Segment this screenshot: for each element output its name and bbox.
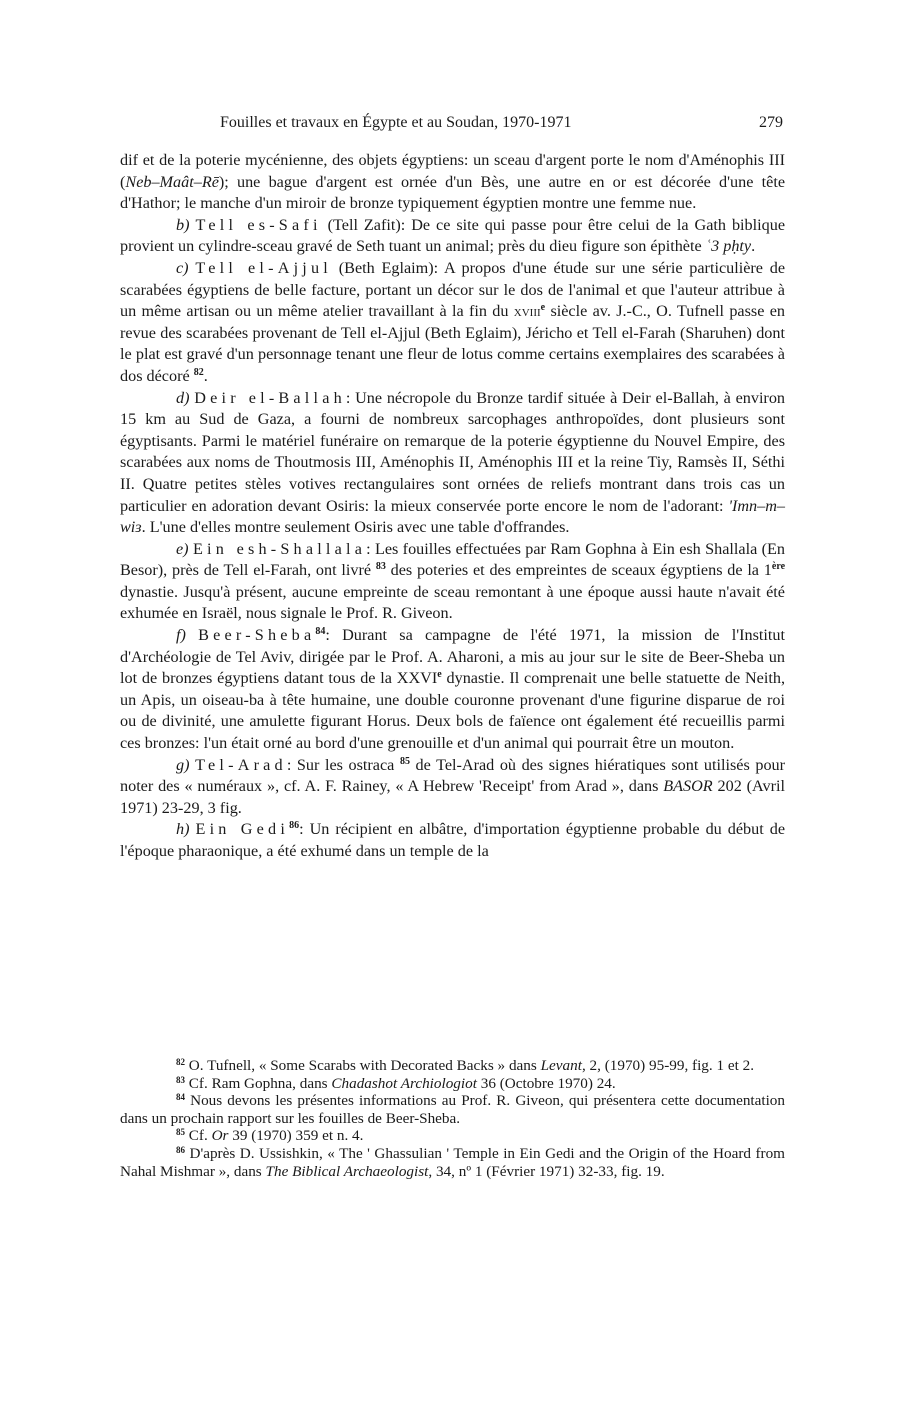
footnote-ref[interactable]: 83: [375, 561, 386, 573]
footnote-83: [120, 1075, 785, 1093]
text-run: dif et de la poterie mycénienne, des objets égyptiens: un sceau d'argent porte le nom d'Aménophis III (: [120, 151, 785, 191]
superscript: e: [540, 302, 546, 314]
site-name: Tell el-Ajjul: [195, 258, 332, 277]
site-name: Tel-Arad: [195, 755, 287, 774]
text-run: (Tell Zafit): De ce site qui passe pour être celui de la Gath biblique provient un cylindre-sceau gravé de Seth tuant un animal; près du dieu figure son épithète: [120, 215, 786, 256]
footnote-86: [120, 1145, 785, 1180]
text-run: , 34, nº 1 (Février 1971) 32-33, fig. 19.: [428, 1162, 665, 1180]
text-run: : Une nécropole du Bronze tardif située à Deir el-Ballah, à environ 15 km au Sud de Gaza, a fourni de nombreux sarcophages anthropoïdes, dont plusieurs sont égyptisants. Parmi le matériel funéraire on remarque de la poterie égyptienne du Nouvel Empire, des scarabées aux noms de Thoutmosis III, Aménophis II, Aménophis III et la reine Tiy, Ramsès II, Séthi II. Quatre petites stèles votives rectangulaires sont ornées de reliefs montrant dans trois cas un particulier en adoration devant Osiris: la mieux conservée porte encore le nom de l'adorant:: [120, 388, 786, 515]
paragraph-h: [120, 819, 785, 862]
footnote-85: [120, 1127, 785, 1145]
text-run: D'après D. Ussishkin, « The ' Ghassulian ' Temple in Ein Gedi and the Origin of the Hoard from Nahal Mishmar », dans: [120, 1144, 785, 1180]
paragraph-b: [120, 215, 785, 258]
text-run: Cf. Ram Gophna, dans: [185, 1074, 332, 1092]
text-run: dynastie. Il comprenait une belle statuette de Neith, un Apis, un oiseau-ba à tête humaine, une double couronne provenant d'une figurine disparue de roi ou de divinité, une amulette figurant Horus. Deux bols de faïence ont également été recueillis parmi ces bronzes: l'un était orné au bord d'une grenouille et d'un animal qui pourrait être un mouton.: [120, 669, 785, 753]
paragraph-g: [120, 755, 785, 820]
footnote-ref[interactable]: 84: [315, 626, 326, 638]
text-run: ); une bague d'argent est ornée d'un Bès, une autre en or est décorée d'une tête d'Hathor; le manche d'un miroir de bronze typiquement égyptien montre une femme nue.: [120, 172, 785, 213]
paragraph-continuation: [120, 150, 785, 215]
footnote-ref[interactable]: 82: [193, 366, 204, 378]
text-run: , 2, (1970) 95-99, fig. 1 et 2.: [581, 1057, 755, 1074]
royal-name: Neb–Maât–Rē: [125, 172, 219, 191]
text-run: Nous devons les présentes informations au Prof. R. Giveon, qui présentera cette documentation dans un prochain rapport sur les fouilles de Beer-Sheba.: [120, 1092, 785, 1127]
personal-name: 'Imn–m–wiɜ: [120, 496, 785, 537]
site-name: Ein esh-Shallala: [192, 539, 367, 558]
text-run: .: [203, 366, 208, 385]
text-run: .: [751, 237, 756, 256]
paragraph-f: [120, 625, 785, 755]
item-label: c): [176, 258, 189, 277]
running-title: Fouilles et travaux en Égypte et au Soudan, 1970-1971: [220, 114, 572, 131]
footnote-ref[interactable]: 85: [399, 755, 410, 767]
text-run: : Un récipient en albâtre, d'importation égyptienne probable du début de l'époque pharaonique, a été exhumé dans un temple de la: [120, 820, 786, 860]
text-run: dynastie. Jusqu'à présent, aucune empreinte de sceau remontant à une époque aussi haute n'avait été exhumée en Israël, nous signale le Prof. R. Giveon.: [120, 582, 785, 623]
site-name: Ein Gedi: [195, 820, 290, 839]
text-run: 39 (1970) 359 et n. 4.: [228, 1127, 364, 1145]
item-label: f): [176, 626, 186, 645]
paragraph-c: [120, 258, 785, 388]
text-run: . L'une d'elles montre seulement Osiris avec une table d'offrandes.: [141, 518, 570, 537]
site-name: Tell es-Safi: [195, 215, 322, 234]
site-name: Deir el-Ballah: [194, 388, 346, 407]
footnote-82: [120, 1057, 785, 1075]
paragraph-e: [120, 539, 785, 625]
item-label: b): [176, 215, 190, 234]
item-label: g): [176, 755, 190, 774]
journal-title: The Biblical Archaeologist: [265, 1162, 429, 1180]
footnote-ref[interactable]: 86: [289, 820, 300, 832]
text-run: : Durant sa campagne de l'été 1971, la mission de l'Institut d'Archéologie de Tel Aviv, dirigée par le Prof. A. Aharoni, a mis au jour sur le site de Beer-Sheba un lot de bronzes égyptiens datant tous de la XXVI: [120, 626, 786, 688]
journal-title: Or: [211, 1127, 229, 1145]
text-run: des poteries et des empreintes de sceaux égyptiens de la 1: [385, 561, 772, 580]
footnote-number: 84: [176, 1092, 185, 1103]
main-text: [120, 150, 785, 863]
footnotes: [120, 1057, 785, 1180]
text-run: 36 (Octobre 1970) 24.: [476, 1074, 616, 1092]
footnote-number: 82: [176, 1057, 185, 1067]
journal-title: Levant: [540, 1057, 582, 1074]
text-run: de Tel-Arad où des signes hiératiques sont utilisés pour noter des « numéraux », cf. A. F. Rainey, « A Hebrew 'Receipt' from Arad », dans: [120, 755, 786, 796]
item-label: h): [176, 820, 190, 839]
site-name: Beer-Sheba: [198, 626, 316, 645]
journal-title: Chadashot Archiologiot: [331, 1074, 477, 1092]
footnote-number: 83: [176, 1074, 185, 1085]
text-run: : Sur les ostraca: [286, 755, 395, 774]
footnote-number: 86: [176, 1144, 185, 1155]
running-header: [120, 114, 785, 136]
text-run: (Beth Eglaim): A propos d'une étude sur une série particulière de scarabées égyptiens de belle facture, portant un décor sur le dos de l'animal et que l'auteur attribue à un même artisan ou un même atelier travaillant à la fin du: [120, 258, 786, 321]
superscript: e: [437, 669, 442, 681]
superscript: ère: [771, 561, 786, 573]
page-number: 279: [759, 114, 783, 131]
item-label: d): [176, 388, 190, 407]
epithet: ʿ3 pḥty: [705, 237, 752, 256]
text-run: Cf.: [185, 1127, 212, 1145]
text-run: O. Tufnell, « Some Scarabs with Decorated Backs » dans: [185, 1057, 541, 1074]
century: xviii: [513, 302, 541, 321]
text-run: siècle av. J.-C., O. Tufnell passe en revue des scarabées provenant de Tell el-Ajjul (Beth Eglaim), Jéricho et Tell el-Farah (Sharuhen) dont le plat est gravé d'un personnage tenant une fleur de lotus comme certains exemplaires des scarabées à dos décoré: [120, 302, 785, 385]
paragraph-d: [120, 388, 785, 539]
text-run: : Les fouilles effectuées par Ram Gophna à Ein esh Shallala (En Besor), près de Tell el-Farah, ont livré: [120, 539, 785, 580]
journal-title: BASOR: [663, 777, 713, 796]
item-label: e): [176, 539, 189, 558]
text-run: 202 (Avril 1971) 23-29, 3 fig.: [120, 777, 785, 817]
footnote-84: [120, 1092, 785, 1127]
footnote-number: 85: [176, 1127, 185, 1138]
